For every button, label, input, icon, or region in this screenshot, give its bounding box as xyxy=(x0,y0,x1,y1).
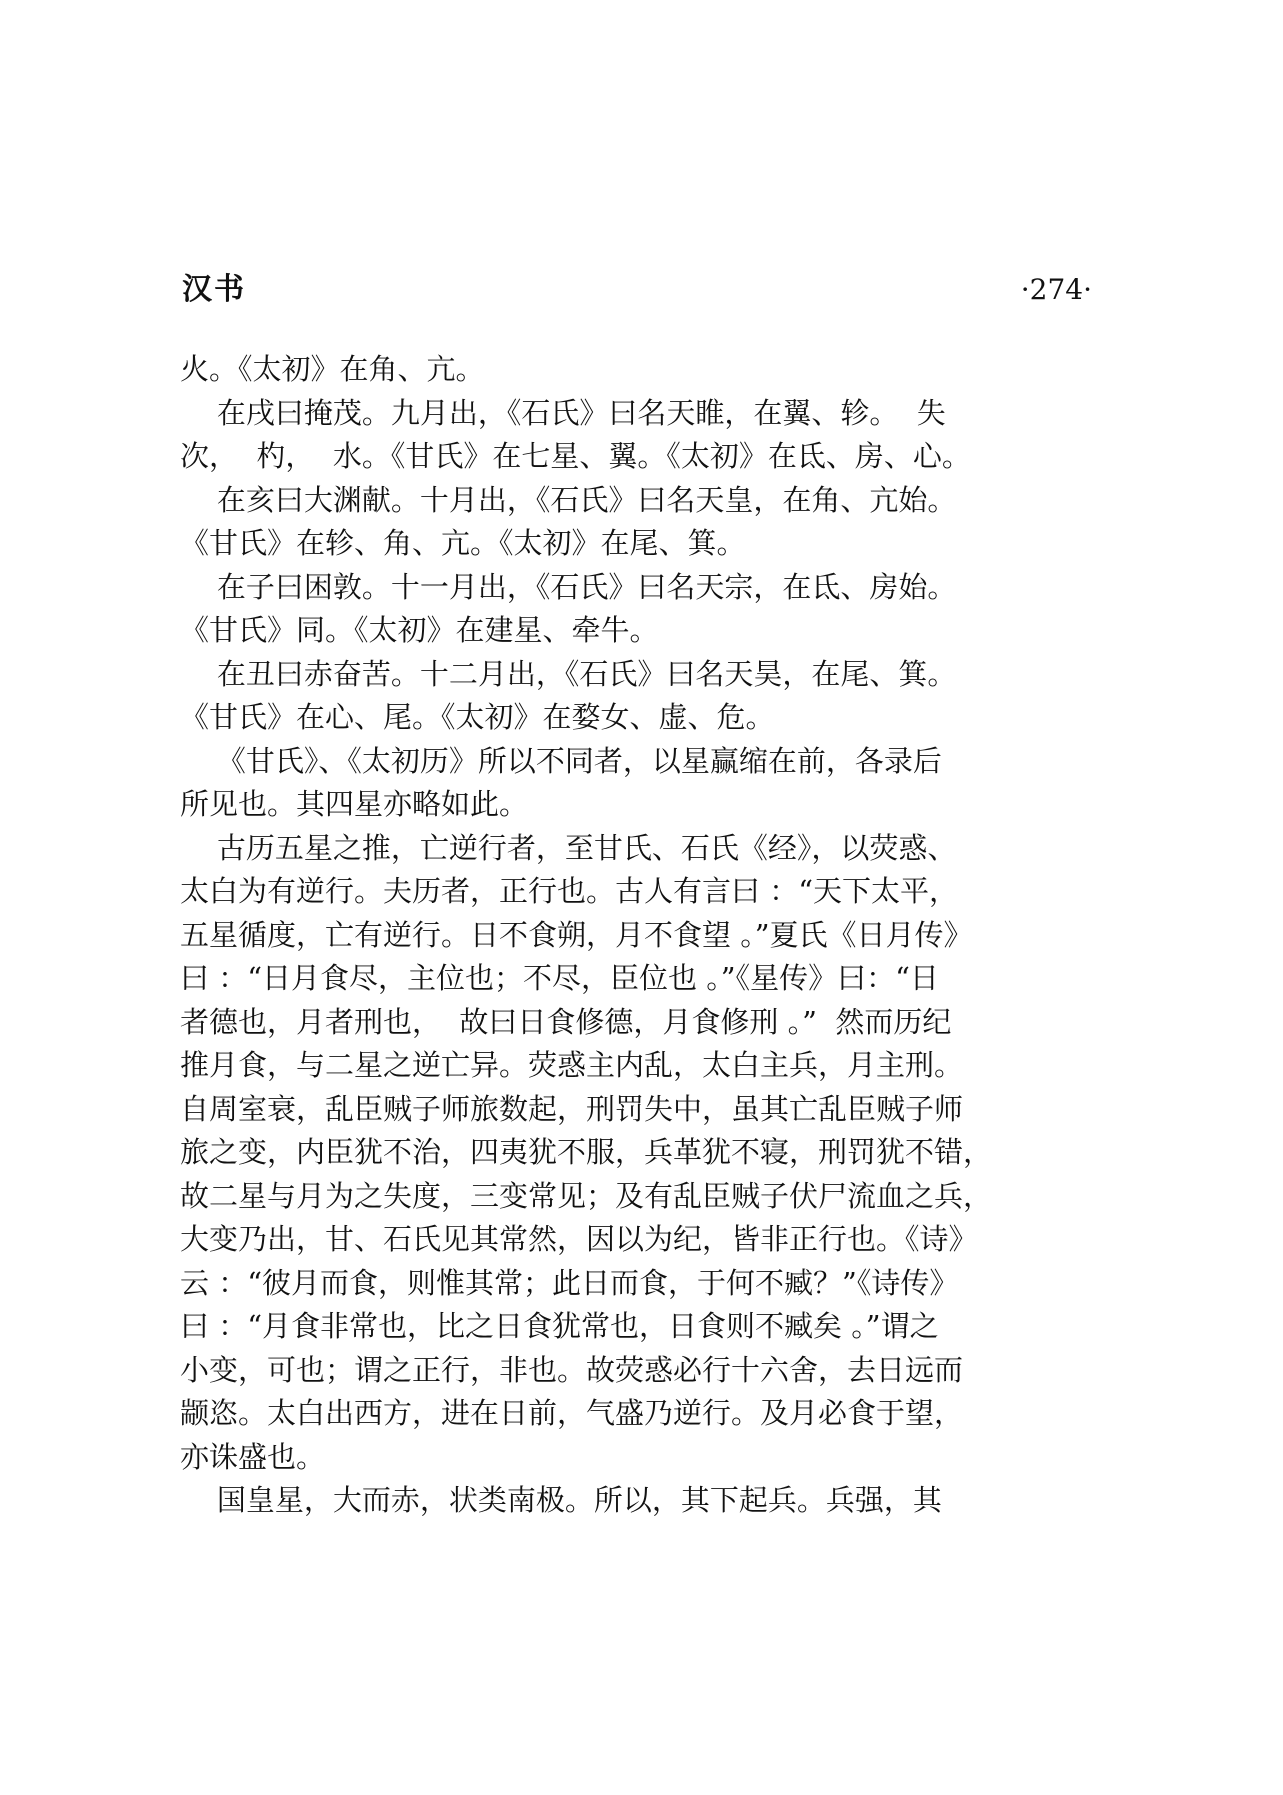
book-title: 汉书 xyxy=(182,272,246,307)
text-line: 曰 ：“月食非常也，比之日食犹常也，日食则不臧矣 。”谓之 xyxy=(180,1309,939,1343)
text-line: 推月食，与二星之逆亡异。荧惑主内乱，太白主兵，月主刑。 xyxy=(180,1048,964,1082)
text-line: 旅之变，内臣犹不治，四夷犹不服，兵革犹不寝，刑罚犹不错， xyxy=(180,1135,993,1169)
text-line: 小变，可也；谓之正行，非也。故荧惑必行十六舍，去日远而 xyxy=(180,1352,964,1387)
text-line: 次， 杓， 水。《甘氏》在七星、翼。《太初》在氐、房、心。 xyxy=(180,439,971,473)
text-line: 《甘氏》在轸、角、亢。《太初》在尾、箕。 xyxy=(180,526,746,560)
text-line: 火。《太初》在角、亢。 xyxy=(180,352,485,386)
text-line: 国皇星，大而赤，状类南极。所以，其下起兵。兵强，其 xyxy=(180,1483,942,1517)
text-line: 在亥曰大渊献。十月出，《石氏》曰名天皇，在角、亢始。 xyxy=(180,482,957,517)
text-line: 亦诛盛也。 xyxy=(180,1439,326,1474)
page-number: ·274· xyxy=(1020,273,1092,306)
text-line: 自周室衰，乱臣贼子师旅数起，刑罚失中，虽其亡乱臣贼子师 xyxy=(180,1091,964,1126)
text-line: 曰 ：“日月食尽，主位也；不尽，臣位也 。”《星传》曰：“日 xyxy=(180,961,939,995)
text-line: 古历五星之推，亡逆行者，至甘氏、石氏《经》，以荧惑、 xyxy=(180,830,957,865)
text-body xyxy=(180,348,1080,1523)
text-line: 在丑曰赤奋苦。十二月出，《石氏》曰名天昊，在尾、箕。 xyxy=(180,656,957,691)
text-line: 五星循度，亡有逆行。日不食朔，月不食望 。”夏氏《日月传》 xyxy=(180,917,973,952)
text-line: 故二星与月为之失度，三变常见；及有乱臣贼子伏尸流血之兵， xyxy=(180,1178,993,1213)
text-line: 大变乃出，甘、石氏见其常然，因以为纪，皆非正行也。《诗》 xyxy=(180,1222,978,1256)
text-line: 颛恣。太白出西方，进在日前，气盛乃逆行。及月必食于望， xyxy=(180,1396,964,1430)
text-line: 《甘氏》同。《太初》在建星、牵牛。 xyxy=(180,613,659,647)
text-line: 所见也。其四星亦略如此。 xyxy=(180,787,529,821)
text-line: 《甘氏》、《太初历》所以不同者，以星赢缩在前，各录后 xyxy=(180,743,942,778)
text-line: 在子曰困敦。十一月出，《石氏》曰名天宗，在氐、房始。 xyxy=(180,569,957,604)
page-header xyxy=(182,270,1102,310)
text-line: 云 ：“彼月而食，则惟其常；此日而食，于何不臧？”《诗传》 xyxy=(180,1265,959,1300)
text-line: 太白为有逆行。夫历者，正行也。古人有言曰 ：“天下太平， xyxy=(180,874,959,908)
text-line: 《甘氏》在心、尾。《太初》在婺女、虚、危。 xyxy=(180,700,775,734)
text-line: 者德也，月者刑也， 故曰日食修德，月食修刑 。” 然而历纪 xyxy=(180,1004,952,1039)
text-line: 在戌曰掩茂。九月出，《石氏》曰名天睢，在翼、轸。 失 xyxy=(180,395,946,430)
